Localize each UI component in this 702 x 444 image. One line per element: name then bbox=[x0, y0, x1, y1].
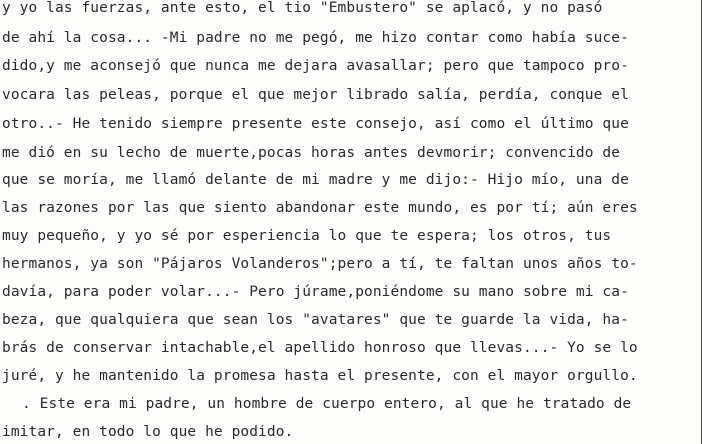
text-line: . Este era mi padre, un hombre de cuerpo entero, al que he tratado de bbox=[22, 396, 632, 412]
text-line: que se moría, me llamó delante de mi madre y me dijo:- Hijo mío, una de bbox=[2, 172, 629, 188]
text-line: hermanos, ya son "Pájaros Volanderos";pero a tí, te faltan unos años to- bbox=[2, 256, 638, 272]
text-line: brás de conservar intachable,el apellido honroso que llevas...- Yo se lo bbox=[2, 340, 638, 356]
text-line: de ahí la cosa... -Mi padre no me pegó, me hizo contar como había suce- bbox=[2, 30, 629, 46]
text-line: otro..- He tenido siempre presente este consejo, así como el último que bbox=[2, 116, 629, 132]
text-line: vocara las peleas, porque el que mejor librado salía, perdía, conque el bbox=[2, 87, 629, 103]
text-line: juré, y he mantenido la promesa hasta el presente, con el mayor orgullo. bbox=[2, 368, 638, 384]
text-line: beza, que qualquiera que sean los "avatares" que te guarde la vida, ha- bbox=[2, 312, 629, 328]
text-line: y yo las fuerzas, ante esto, el tio "Embustero" se aplacó, y no pasó bbox=[2, 0, 603, 16]
text-line: davía, para poder volar...- Pero júrame,poniéndome su mano sobre mi ca- bbox=[2, 284, 629, 300]
text-line: muy pequeño, y yo sé por esperiencia lo que te espera; los otros, tus bbox=[2, 228, 612, 244]
text-line: imitar, en todo lo que he podido. bbox=[2, 424, 294, 440]
text-line: dido,y me aconsejó que nunca me dejara avasallar; pero que tampoco pro- bbox=[2, 58, 629, 74]
text-line: las razones por las que siento abandonar este mundo, es por tí; aún eres bbox=[2, 200, 638, 216]
text-line: me dió en su lecho de muerte,pocas horas antes devmorir; convencido de bbox=[2, 145, 621, 161]
